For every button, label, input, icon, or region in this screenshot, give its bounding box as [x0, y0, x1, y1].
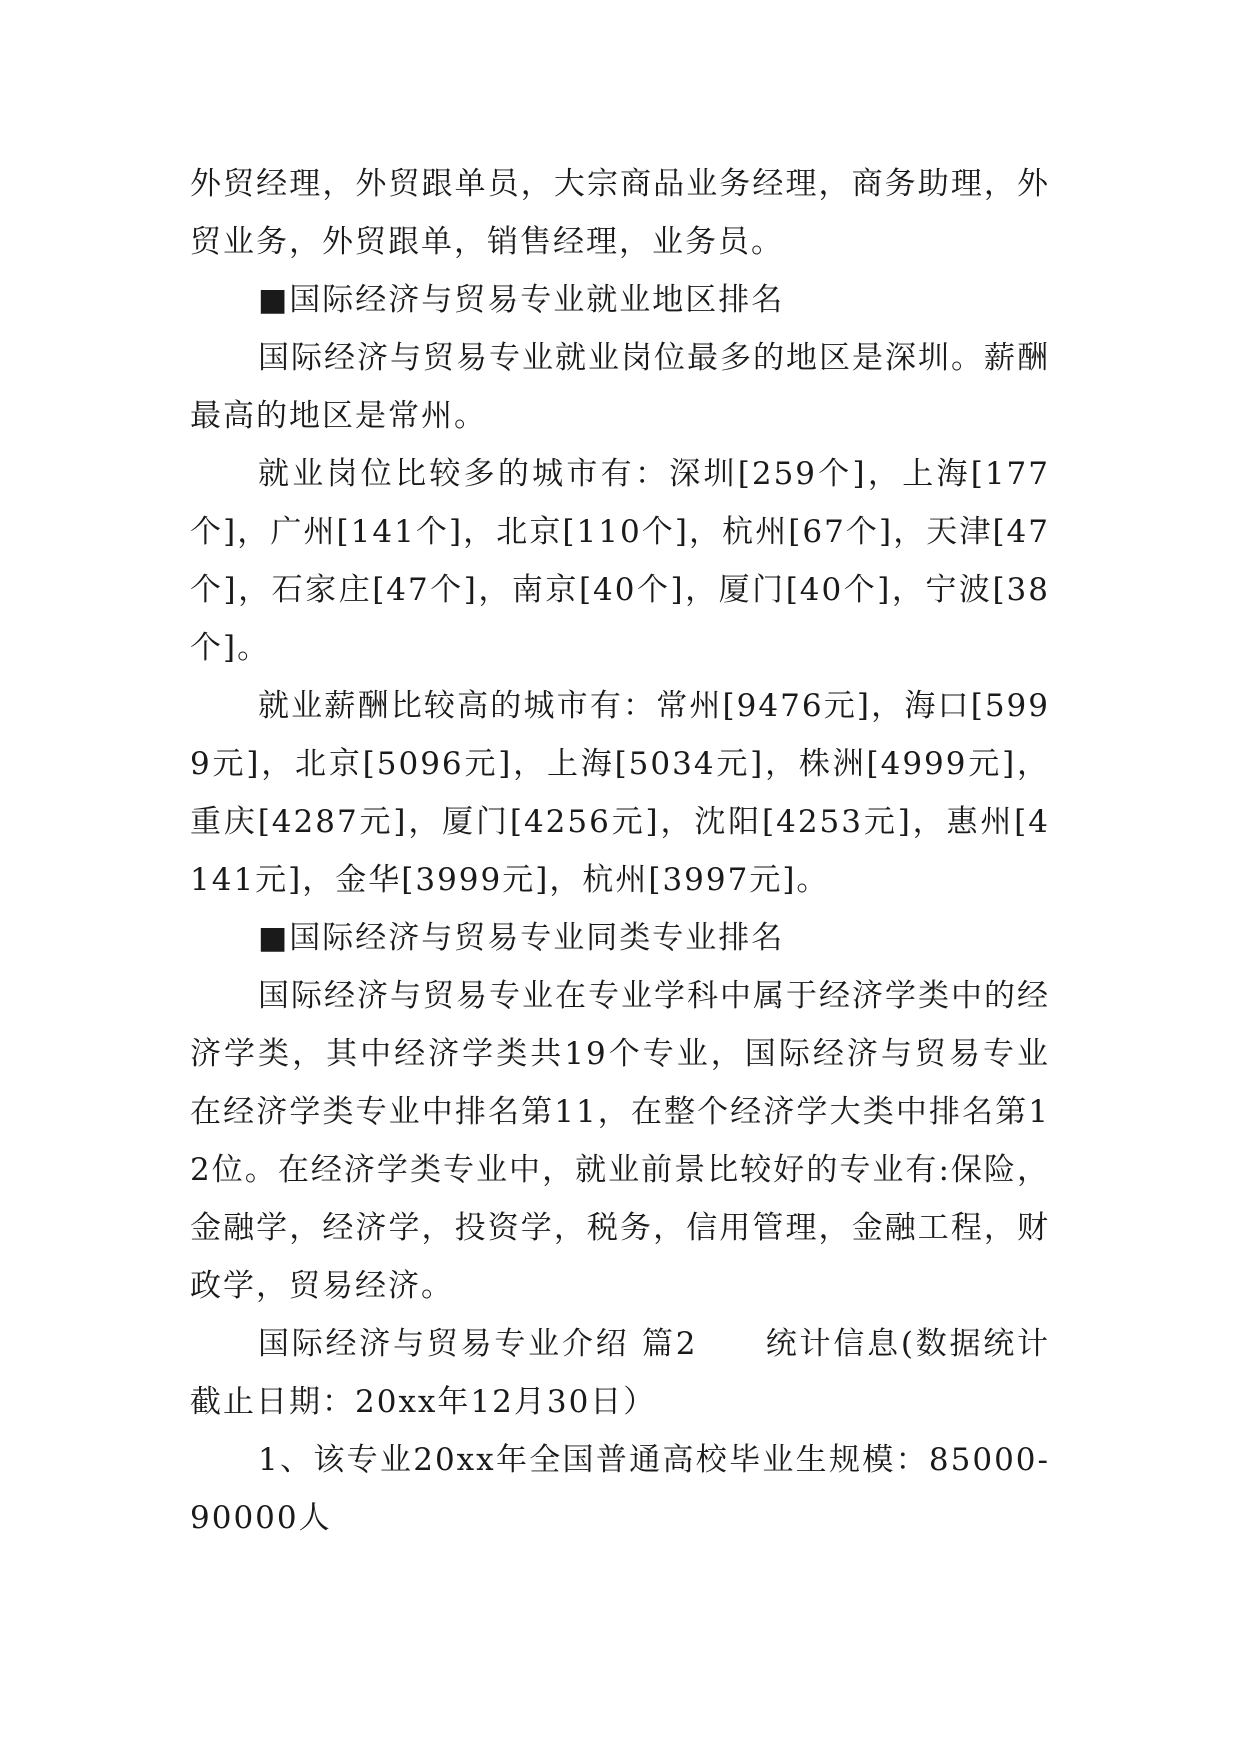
section-heading-major-ranking: ■国际经济与贸易专业同类专业排名	[258, 920, 785, 956]
paragraph-graduate-scale: 1、该专业20xx年全国普通高校毕业生规模：85000-90000人	[190, 1442, 1050, 1536]
section-heading-region-ranking: ■国际经济与贸易专业就业地区排名	[258, 282, 785, 318]
paragraph-job-titles: 外贸经理，外贸跟单员，大宗商品业务经理，商务助理，外贸业务，外贸跟单，销售经理，业务员。	[190, 166, 1050, 260]
document-page	[190, 155, 1050, 1547]
paragraph-job-count-cities: 就业岗位比较多的城市有：深圳[259个]，上海[177个]，广州[141个]，北京[110个]，杭州[67个]，天津[47个]，石家庄[47个]，南京[40个]，厦门[40个]，宁波[38个]。	[190, 456, 1050, 666]
paragraph-article-intro: 国际经济与贸易专业介绍 篇2 统计信息(数据统计截止日期：20xx年12月30日）	[190, 1326, 1050, 1420]
paragraph-salary-cities: 就业薪酬比较高的城市有：常州[9476元]，海口[5999元]，北京[5096元]，上海[5034元]，株洲[4999元]，重庆[4287元]，厦门[4256元]，沈阳[4253元]，惠州[4141元]，金华[3999元]，杭州[3997元]。	[190, 688, 1050, 898]
paragraph-major-ranking: 国际经济与贸易专业在专业学科中属于经济学类中的经济学类，其中经济学类共19个专业，国际经济与贸易专业在经济学类专业中排名第11，在整个经济学大类中排名第12位。在经济学类专业中，就业前景比较好的专业有:保险，金融学，经济学，投资学，税务，信用管理，金融工程，财政学，贸易经济。	[190, 978, 1050, 1304]
paragraph-region-summary: 国际经济与贸易专业就业岗位最多的地区是深圳。薪酬最高的地区是常州。	[190, 340, 1050, 434]
